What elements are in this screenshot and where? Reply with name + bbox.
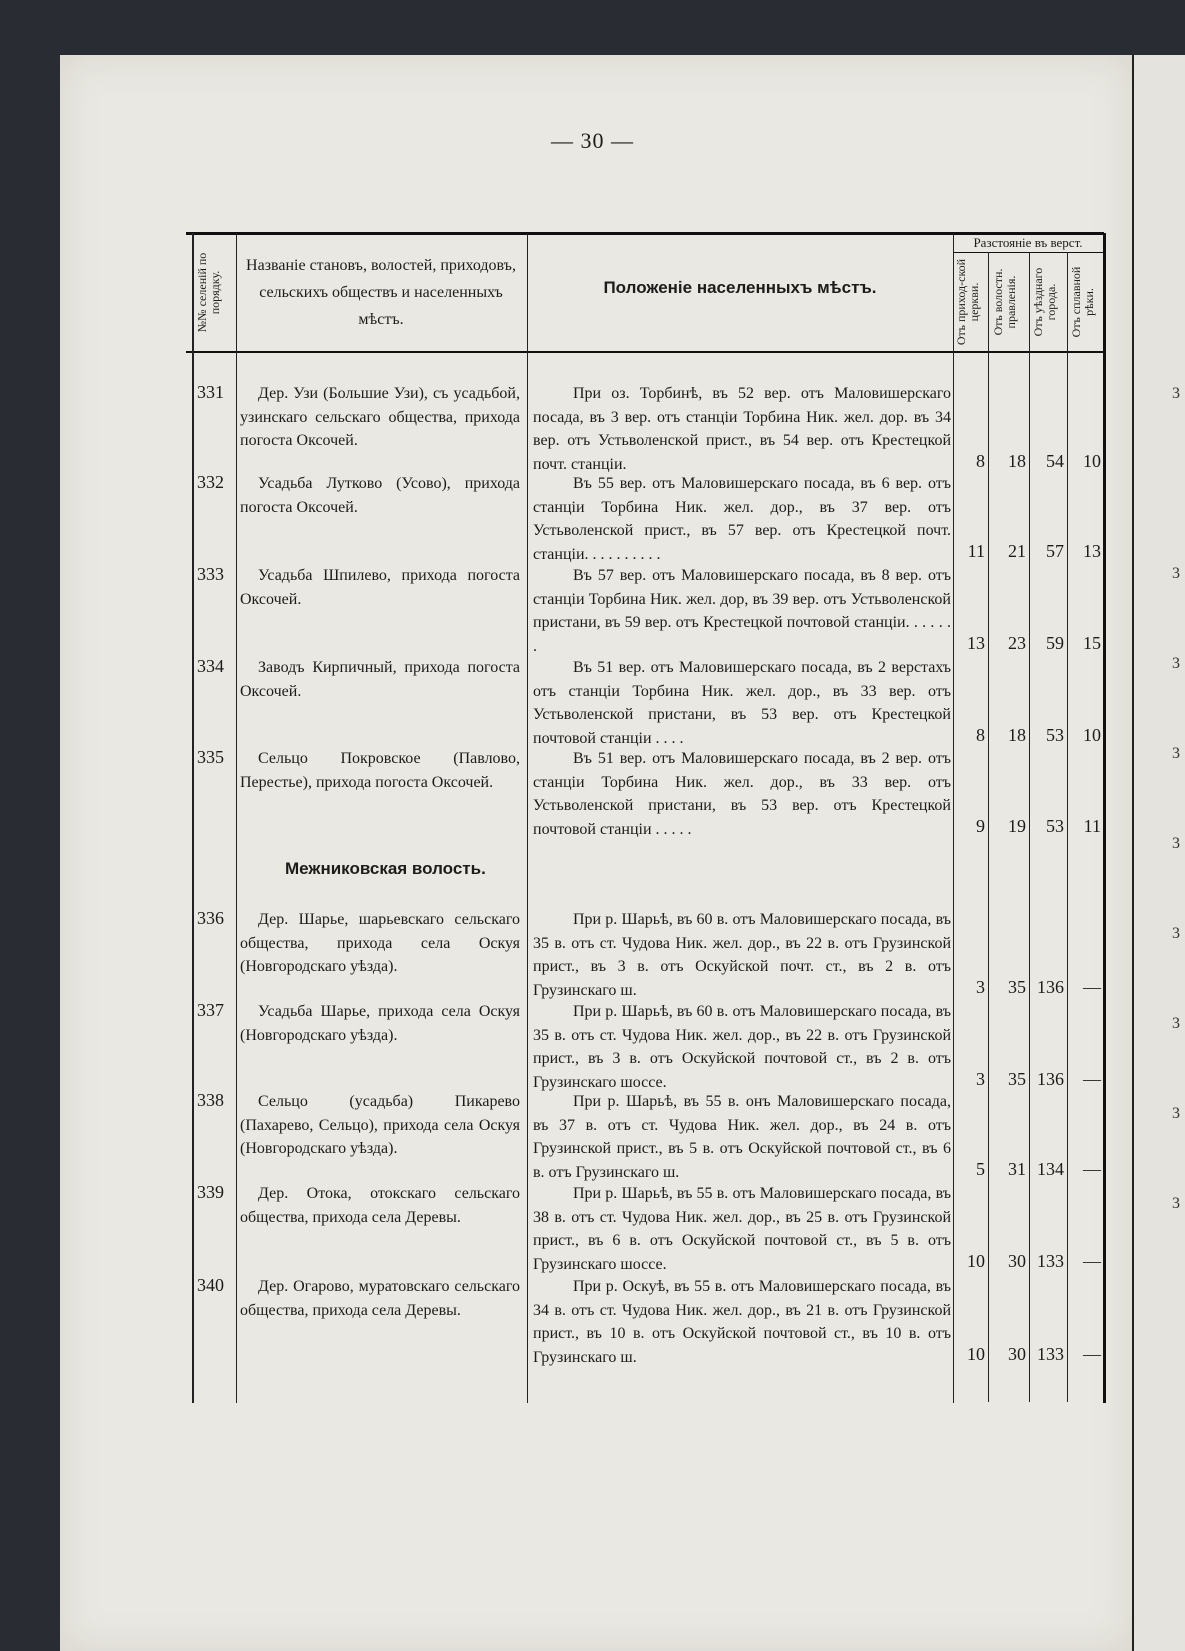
row-place-name: Дер. Отока, отокскаго сельскаго общества, прихода села Деревы.	[240, 1185, 520, 1226]
row-dist-town: 134	[1037, 1158, 1064, 1179]
row-position: При р. Шарьѣ, въ 60 в. отъ Маловишерскаго посада, въ 35 в. отъ ст. Чудова Ник. жел. дор., въ 22 в. отъ Грузинской прист., въ 3 в. отъ Оскуйской почтовой ст., въ 2 в. отъ Грузинскаго шоссе.	[533, 1003, 951, 1091]
row-dist-church: 3	[976, 976, 985, 997]
row-position: Въ 51 вер. отъ Маловишерскаго посада, въ 2 верстахъ отъ станціи Торбина Ник. жел. дор., въ 33 вер. отъ Устьволенской пристани, въ 53 вер. отъ Крестецкой почтовой станціи . . . .	[533, 659, 951, 747]
row-number: 339	[197, 1182, 224, 1202]
row-dist-town: 53	[1046, 815, 1064, 836]
row-dist-church: 9	[976, 815, 985, 836]
header-dist-town: Отъ уѣзднаго города.	[1031, 267, 1058, 337]
column-rule	[236, 233, 237, 1403]
next-page-row-number: 3	[1172, 745, 1180, 762]
row-dist-volost: 30	[1008, 1343, 1026, 1364]
row-number: 338	[197, 1090, 224, 1110]
next-page-edge	[1132, 55, 1185, 1651]
header-distance-group: Разстояніе въ верст.	[973, 235, 1083, 250]
row-place-name: Дер. Шарье, шарьевскаго сельскаго общества, прихода села Оскуя (Новгородскаго уѣзда).	[240, 911, 520, 975]
row-dist-river: 10	[1083, 724, 1101, 745]
row-dist-volost: 21	[1008, 540, 1026, 561]
row-dist-church: 5	[976, 1158, 985, 1179]
header-col-name: Названіе становъ, волостей, приходовъ, сельскихъ обществъ и населенныхъ мѣстъ.	[246, 257, 516, 328]
row-dist-river: 13	[1083, 540, 1101, 561]
row-place-name: Дер. Узи (Большие Узи), съ усадьбой, узинскаго сельскаго общества, прихода погоста Оксочей.	[240, 385, 520, 449]
next-page-row-number: 3	[1172, 1015, 1180, 1032]
row-place-name: Заводъ Кирпичный, прихода погоста Оксочей.	[240, 659, 520, 700]
row-place-name: Усадьба Лутково (Усово), прихода погоста Оксочей.	[240, 475, 520, 516]
row-dist-town: 133	[1037, 1250, 1064, 1271]
next-page-row-number: 3	[1172, 565, 1180, 582]
row-dist-river: —	[1083, 976, 1101, 997]
row-place-name: Сельцо Покровское (Павлово, Перестье), прихода погоста Оксочей.	[240, 750, 520, 791]
row-number: 333	[197, 564, 224, 584]
section-title: Межниковская волость.	[285, 859, 486, 878]
row-dist-volost: 35	[1008, 1068, 1026, 1089]
header-dist-river: Отъ сплавной рѣки.	[1069, 266, 1096, 338]
row-place-name: Усадьба Шарье, прихода села Оскуя (Новгородскаго уѣзда).	[240, 1003, 520, 1044]
row-dist-volost: 31	[1008, 1158, 1026, 1179]
next-page-row-number: 3	[1172, 1105, 1180, 1122]
row-dist-church: 3	[976, 1068, 985, 1089]
row-dist-town: 136	[1037, 976, 1064, 997]
row-dist-volost: 35	[1008, 976, 1026, 997]
row-dist-town: 59	[1046, 632, 1064, 653]
row-dist-volost: 30	[1008, 1250, 1026, 1271]
row-dist-church: 13	[967, 632, 985, 653]
row-dist-town: 136	[1037, 1068, 1064, 1089]
column-rule	[1103, 233, 1106, 1403]
row-dist-town: 133	[1037, 1343, 1064, 1364]
row-number: 340	[197, 1275, 224, 1295]
row-dist-church: 8	[976, 450, 985, 471]
row-position: При р. Оскуѣ, въ 55 в. отъ Маловишерскаго посада, въ 34 в. отъ ст. Чудова Ник. жел. дор., въ 21 в. отъ Грузинской прист., въ 10 в. отъ Оскуйской почтовой ст., въ 10 в. отъ Грузинскаго ш.	[533, 1278, 951, 1366]
row-dist-church: 10	[967, 1343, 985, 1364]
column-rule	[953, 233, 954, 1403]
column-rule	[192, 233, 194, 1403]
row-dist-volost: 18	[1008, 724, 1026, 745]
header-dist-volost: Отъ волостн. правленія.	[991, 268, 1018, 336]
next-page-row-number: 3	[1172, 385, 1180, 402]
row-dist-volost: 23	[1008, 632, 1026, 653]
row-dist-town: 53	[1046, 724, 1064, 745]
row-place-name: Усадьба Шпилево, прихода погоста Оксочей.	[240, 567, 520, 608]
row-number: 332	[197, 472, 224, 492]
row-place-name: Сельцо (усадьба) Пикарево (Пахарево, Сельцо), прихода села Оскуя (Новгородскаго уѣзда).	[240, 1093, 520, 1157]
next-page-row-number: 3	[1172, 925, 1180, 942]
row-position: Въ 51 вер. отъ Маловишерскаго посада, въ 2 вер. отъ станціи Торбина Ник. жел. дор., въ 33 вер. отъ Устьволенской пристани, въ 53 вер. отъ Крестецкой почтовой станціи . . . . .	[533, 750, 951, 838]
row-number: 336	[197, 908, 224, 928]
row-number: 331	[197, 382, 224, 402]
row-dist-church: 10	[967, 1250, 985, 1271]
next-page-row-number: 3	[1172, 835, 1180, 852]
row-dist-river: —	[1083, 1343, 1101, 1364]
row-dist-church: 8	[976, 724, 985, 745]
page-number: — 30 —	[551, 128, 634, 153]
row-dist-town: 54	[1046, 450, 1064, 471]
row-dist-river: —	[1083, 1068, 1101, 1089]
header-dist-church: Отъ приход-ской церкви.	[954, 258, 981, 346]
header-col-number: №№ селеній по порядку.	[195, 252, 222, 333]
row-dist-river: 15	[1083, 632, 1101, 653]
row-number: 337	[197, 1000, 224, 1020]
row-dist-town: 57	[1046, 540, 1064, 561]
row-position: При р. Шарьѣ, въ 60 в. отъ Маловишерскаго посада, въ 35 в. отъ ст. Чудова Ник. жел. дор., въ 22 в. отъ Грузинской прист., въ 3 в. отъ Оскуйской почт. ст., въ 2 в. отъ Грузинскаго ш.	[533, 911, 951, 999]
row-position: При р. Шарьѣ, въ 55 в. онъ Маловишерскаго посада, въ 37 в. отъ ст. Чудова Ник. жел. дор., въ 24 в. отъ Грузинской прист., въ 5 в. отъ Оскуйской почтовой ст., въ 6 в. отъ Грузинскаго ш.	[533, 1093, 951, 1181]
row-position: При оз. Торбинѣ, въ 52 вер. отъ Маловишерскаго посада, въ 3 вер. отъ станціи Торбина Ник. жел. дор. въ 34 вер. отъ Устьволенской прист., въ 54 вер. отъ Крестецкой почт. станціи.	[533, 385, 951, 473]
row-dist-river: —	[1083, 1250, 1101, 1271]
row-position: Въ 57 вер. отъ Маловишерскаго посада, въ 8 вер. отъ станціи Торбина Ник. жел. дор, въ 39 вер. отъ Устьволенской пристани, въ 59 вер. отъ Крестецкой почтовой станціи. . . . . . .	[533, 567, 951, 655]
row-dist-river: —	[1083, 1158, 1101, 1179]
next-page-row-number: 3	[1172, 655, 1180, 672]
row-number: 334	[197, 656, 224, 676]
header-bottom-rule	[186, 351, 1104, 353]
row-dist-volost: 19	[1008, 815, 1026, 836]
row-dist-river: 11	[1083, 815, 1101, 836]
column-rule	[988, 252, 989, 1402]
column-rule	[527, 233, 528, 1403]
next-page-row-number: 3	[1172, 1195, 1180, 1212]
row-position: Въ 55 вер. отъ Маловишерскаго посада, въ 6 вер. отъ станціи Торбина Ник. жел. дор., въ 37 вер. отъ Устьволенской прист., въ 57 вер. отъ Крестецкой почт. станціи. . . . . . . . . .	[533, 475, 951, 563]
row-number: 335	[197, 747, 224, 767]
header-col-position: Положеніе населенныхъ мѣстъ.	[603, 278, 877, 297]
row-dist-volost: 18	[1008, 450, 1026, 471]
row-dist-river: 10	[1083, 450, 1101, 471]
row-position: При р. Шарьѣ, въ 55 в. отъ Маловишерскаго посада, въ 38 в. отъ ст. Чудова Ник. жел. дор., въ 25 в. отъ Грузинской прист., въ 6 в. отъ Оскуйской почтовой ст., въ 5 в. отъ Грузинскаго шоссе.	[533, 1185, 951, 1273]
row-place-name: Дер. Огарово, муратовскаго сельскаго общества, прихода села Деревы.	[240, 1278, 520, 1319]
row-dist-church: 11	[967, 540, 985, 561]
